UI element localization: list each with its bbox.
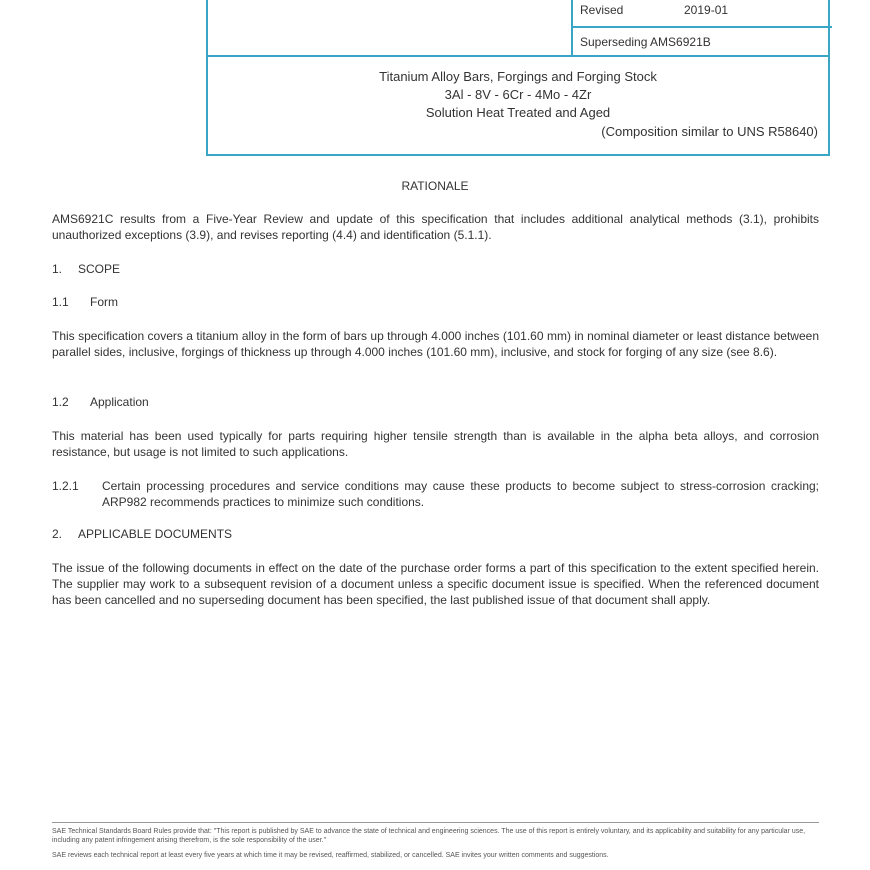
section-title: Form bbox=[90, 295, 118, 309]
form-paragraph: This specification covers a titanium alloy in the form of bars up through 4.000 inches (101.60 mm) in nominal diameter or least distance between parallel sides, inclusive, forgings of thickness up through 4.000 inches (101.60 mm), inclusive, and stock for forging of any size (see 8.6). bbox=[52, 329, 819, 359]
footer-disclaimer: SAE Technical Standards Board Rules provide that: "This report is published by SAE to advance the state of technical and engineering sciences. The use of this report is entirely voluntary, and its applicability and suitability for any particular use, including any patent infringement arising therefrom, is the sole responsibility of the user." bbox=[52, 828, 806, 844]
document-header-box bbox=[206, 0, 830, 156]
applicable-documents-paragraph: The issue of the following documents in effect on the date of the purchase order forms a part of this specification to the extent specified herein. The supplier may work to a subsequent revision of a document unless a specific document issue is specified. When the referenced document has been cancelled and no superseding document has been specified, the last published issue of that document shall apply. bbox=[52, 561, 819, 607]
title-line: Titanium Alloy Bars, Forgings and Forging Stock bbox=[379, 69, 657, 84]
section-1-1-heading bbox=[52, 295, 118, 309]
stress-corrosion-paragraph: Certain processing procedures and service conditions may cause these products to become subject to stress-corrosion cracking; ARP982 recommends practices to minimize such conditions. bbox=[102, 479, 819, 509]
section-number: 2. bbox=[52, 527, 63, 541]
section-number: 1.2 bbox=[52, 395, 69, 409]
title-line: Solution Heat Treated and Aged bbox=[425, 105, 611, 120]
section-2-heading bbox=[52, 527, 232, 541]
section-1-2-1 bbox=[52, 478, 819, 510]
section-number: 1.1 bbox=[52, 295, 69, 309]
footer-review-note: SAE reviews each technical report at least every five years at which time it may be revised, reaffirmed, stabilized, or cancelled. SAE invites your written comments and suggestions. bbox=[52, 852, 609, 859]
footer-divider bbox=[52, 822, 819, 823]
rationale-heading: RATIONALE bbox=[401, 179, 469, 193]
document-title bbox=[208, 68, 828, 122]
application-paragraph: This material has been used typically for parts requiring higher tensile strength than is available in the alpha beta alloys, and corrosion resistance, but usage is not limited to such applications. bbox=[52, 429, 819, 459]
revised-label: Revised bbox=[580, 3, 624, 17]
header-divider bbox=[208, 55, 828, 57]
section-1-heading bbox=[52, 262, 120, 276]
composition-note: (Composition similar to UNS R58640) bbox=[601, 124, 818, 139]
title-line: 3Al - 8V - 6Cr - 4Mo - 4Zr bbox=[444, 87, 592, 102]
section-title: Application bbox=[90, 395, 149, 409]
section-title: SCOPE bbox=[78, 262, 121, 276]
section-number: 1. bbox=[52, 262, 63, 276]
superseding-note: Superseding AMS6921B bbox=[580, 35, 711, 49]
section-1-2-heading bbox=[52, 395, 149, 409]
meta-row-divider bbox=[571, 26, 832, 28]
rationale-text: AMS6921C results from a Five-Year Review and update of this specification that includes additional analytical methods (3.1), prohibits unauthorized exceptions (3.9), and revises reporting (4.4) and identification (5.1.1). bbox=[52, 212, 819, 242]
revised-date: 2019-01 bbox=[684, 3, 729, 17]
section-title: APPLICABLE DOCUMENTS bbox=[78, 527, 233, 541]
section-number: 1.2.1 bbox=[52, 479, 79, 493]
